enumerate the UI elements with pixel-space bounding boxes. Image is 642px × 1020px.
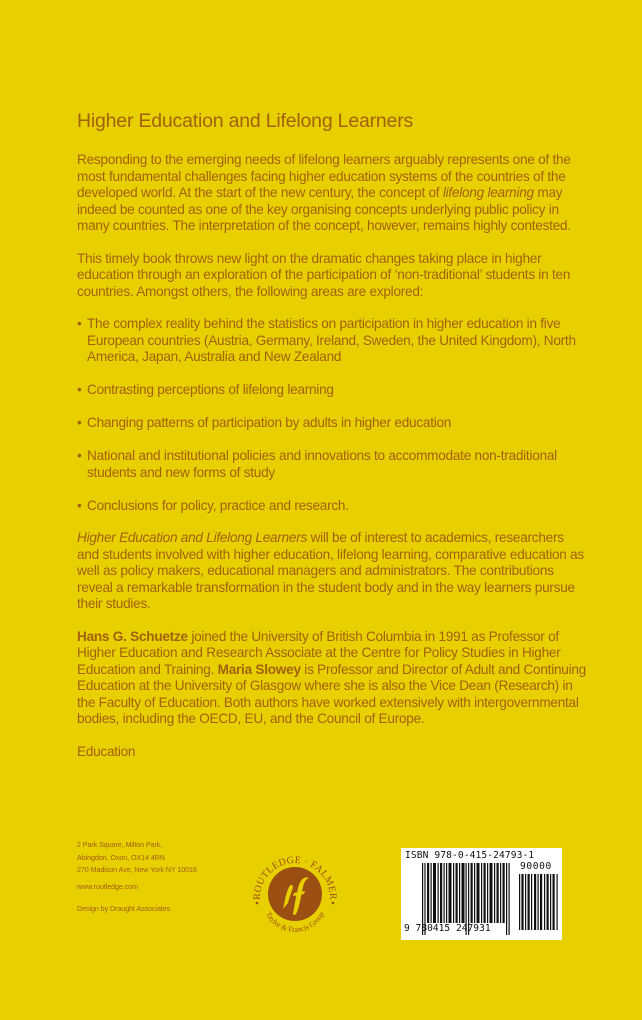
author-1-name: Hans G. Schuetze xyxy=(77,628,188,644)
subject-category: Education xyxy=(77,743,136,759)
address-line: 270 Madison Ave, New York NY 10016 xyxy=(77,865,197,874)
topic-text: Contrasting perceptions of lifelong learning xyxy=(87,382,334,397)
design-credit: Design by Draught Associates xyxy=(77,904,171,913)
topic-text: Changing patterns of participation by adults in higher education xyxy=(87,415,452,430)
topic-text: National and institutional policies and innovations to accommodate non-traditional students and new forms of study xyxy=(87,448,557,480)
audience-text: will be of interest to academics, researchers and students involved with higher education, lifelong learning, comparative education as well as policy makers, educational managers and administrators. The contributions reveal a remarkable transformation in the student body and in the way learners pursue their studies. xyxy=(77,530,584,611)
price-code: 90000 xyxy=(520,861,552,872)
topic-item xyxy=(77,448,587,481)
authors-paragraph xyxy=(77,629,587,728)
back-cover-content xyxy=(77,108,587,760)
publisher-website: www.routledge.com xyxy=(77,881,139,891)
isbn-label: ISBN 978-0-415-24793-1 xyxy=(405,850,535,861)
author-2-name: Maria Slowey xyxy=(217,661,301,677)
bullet-icon: • xyxy=(77,448,82,463)
author-2-bio: is Professor and Director of Adult and Continuing Education at the University of Glasgow where she is also the Vice Dean (Research) in the Faculty of Education. Both authors have worked extensively with intergovernmental bodies, including the OECD, EU, and the Council of Europe. xyxy=(77,661,586,726)
intro-italic-term: lifelong learning xyxy=(442,185,534,200)
logo-top-text: ROUTLEDGE · FALMER xyxy=(251,854,339,901)
bullet-icon: • xyxy=(77,382,82,397)
topics-list xyxy=(77,316,587,514)
logo-bottom-text: Taylor & Francis Group xyxy=(264,910,326,935)
isbn-barcode xyxy=(401,848,562,940)
ean-number: 9 780415 247931 xyxy=(404,923,491,934)
author-1-bio: joined the University of British Columbia in 1991 as Professor of Higher Education and Research Associate at the Centre for Policy Studies in Higher Education and Training. xyxy=(77,628,561,677)
routledge-falmer-logo xyxy=(249,848,341,940)
publisher-logo-icon xyxy=(249,848,341,940)
topic-item xyxy=(77,498,587,515)
price-barcode-bars-icon xyxy=(519,874,559,930)
bullet-icon: • xyxy=(77,415,82,430)
audience-paragraph xyxy=(77,530,587,613)
topic-text: The complex reality behind the statistics on participation in higher education in five European countries (Austria, Germany, Ireland, Sweden, the United Kingdom), North America, Japan, Australia and New Zealand xyxy=(87,316,576,364)
bullet-icon: • xyxy=(77,497,82,513)
topic-item xyxy=(77,316,587,366)
publisher-imprint xyxy=(77,839,197,916)
intro-paragraph-1 xyxy=(77,152,587,235)
topic-item xyxy=(77,382,587,399)
audience-italic-title: Higher Education and Lifelong Learners xyxy=(77,530,308,545)
book-title: Higher Education and Lifelong Learners xyxy=(77,110,414,132)
topic-text: Conclusions for policy, practice and research. xyxy=(87,497,349,513)
address-line: Abingdon, Oxon, OX14 4RN xyxy=(77,852,165,862)
intro-text-continued: may indeed be counted as one of the key organising concepts underlying public policy in many countries. The interpretation of the concept, however, remains highly contested. xyxy=(77,185,571,233)
topic-item xyxy=(77,415,587,432)
intro-paragraph-2: This timely book throws new light on the dramatic changes taking place in higher education through an exploration of the participation of ‘non-traditional’ students in ten countries. Amongst others, the following areas are explored: xyxy=(77,250,571,299)
bullet-icon: • xyxy=(77,316,82,331)
address-line: 2 Park Square, Milton Park, xyxy=(77,840,163,849)
intro-text: Responding to the emerging needs of lifelong learners arguably represents one of the most fundamental challenges facing higher education systems of the countries of the developed world. At the start of the new century, the concept of xyxy=(77,152,571,200)
